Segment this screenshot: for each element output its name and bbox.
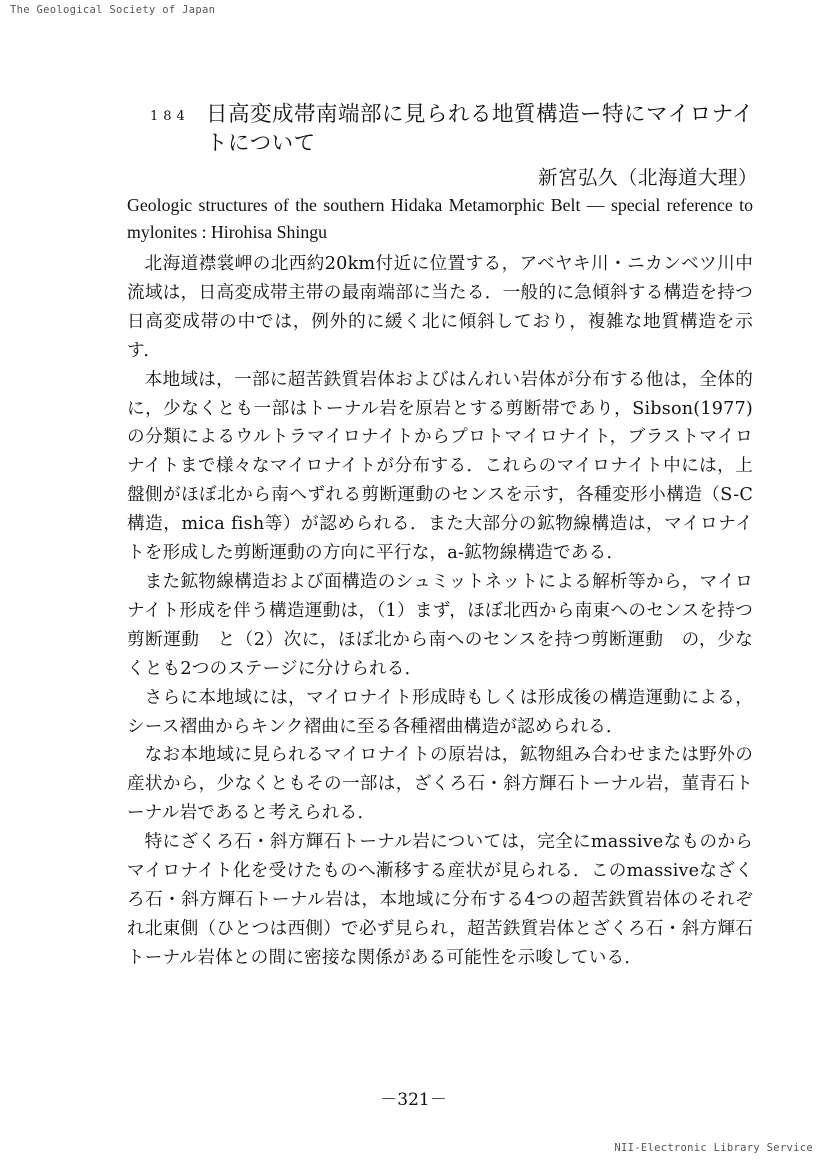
english-title: Geologic structures of the southern Hidaka Metamorphic Belt — special reference to mylonites : Hirohisa Shingu (127, 195, 753, 242)
page-number: －321－ (380, 1090, 447, 1110)
author-affiliation: 新宮弘久（北海道大理） (538, 166, 759, 189)
paragraph: 北海道襟裳岬の北西約20km付近に位置する，アベヤキ川・ニカンベツ川中流域は，日高変成帯主帯の最南端部に当たる．一般的に急傾斜する構造を持つ日高変成帯の中では，例外的に緩く北に傾斜しており，複雑な地質構造を示す． (127, 254, 753, 361)
paragraph: さらに本地域には，マイロナイト形成時もしくは形成後の構造運動による，シース褶曲からキンク褶曲に至る各種褶曲構造が認められる． (127, 687, 753, 737)
paragraph: 特にざくろ石・斜方輝石トーナル岩については，完全にmassiveなものからマイロナイト化を受けたものへ漸移する産状が見られる．このmassiveなざくろ石・斜方輝石トーナル岩は，本地域に分布する4つの超苦鉄質岩体のそれぞれ北東側（ひとつは西側）で必ず見られ，超苦鉄質岩体とざくろ石・斜方輝石トーナル岩体との間に密接な関係がある可能性を示唆している． (127, 832, 753, 968)
society-header: The Geological Society of Japan (10, 4, 216, 16)
library-service-footer: NII-Electronic Library Service (614, 1142, 813, 1154)
paper-title: 日高変成帯南端部に見られる地質構造ー特にマイロナイトについて (206, 102, 755, 156)
paragraph: なお本地域に見られるマイロナイトの原岩は，鉱物組み合わせまたは野外の産状から，少なくともその一部は，ざくろ石・斜方輝石トーナル岩，菫青石トーナル岩であると考えられる． (127, 745, 753, 824)
paragraph: また鉱物線構造および面構造のシュミットネットによる解析等から，マイロナイト形成を伴う構造運動は，（1）まず，ほぼ北西から南東へのセンスを持つ剪断運動 と（2）次に，ほぼ北から南へのセンスを持つ剪断運動 の，少なくとも2つのステージに分けられる． (127, 571, 753, 679)
title-block (150, 100, 760, 158)
abstract-body (127, 250, 753, 973)
paper-number: 184 (150, 109, 190, 124)
paragraph: 本地域は，一部に超苦鉄質岩体およびはんれい岩体が分布する他は，全体的に，少なくとも一部はトーナル岩を原岩とする剪断帯であり，Sibson(1977)の分類によるウルトラマイロナイトからプロトマイロナイト，ブラストマイロナイトまで様々なマイロナイトが分布する．これらのマイロナイト中には，上盤側がほぼ北から南へずれる剪断運動のセンスを示す，各種変形小構造（S-C構造，mica fish等）が認められる．また大部分の鉱物線構造は，マイロナイトを形成した剪断運動の方向に平行な，a-鉱物線構造である． (127, 369, 753, 564)
